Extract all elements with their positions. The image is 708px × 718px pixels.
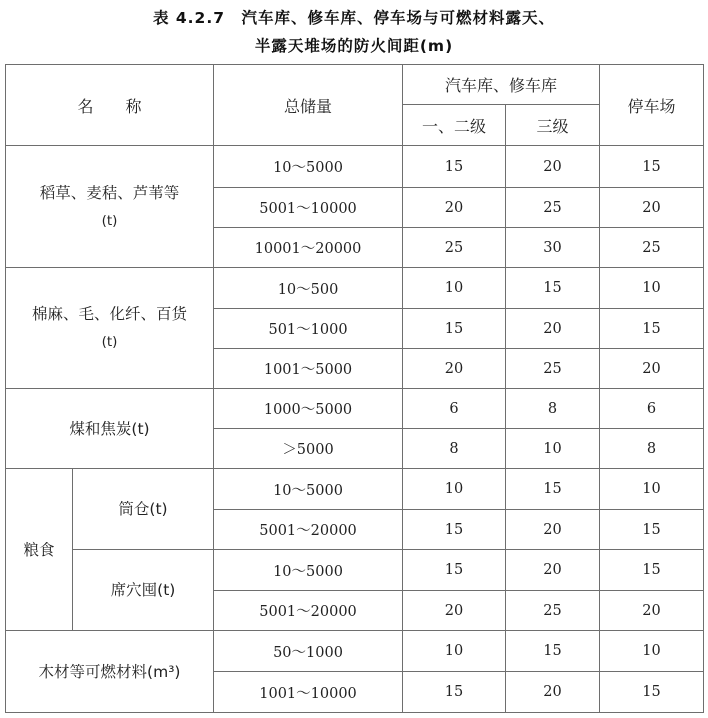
cell-parking: 15 [600, 309, 704, 349]
cell-grade-3: 25 [506, 349, 600, 389]
cell-storage: 5001～20000 [214, 510, 403, 550]
header-total-storage: 总储量 [214, 65, 403, 146]
cell-storage: 50～1000 [214, 631, 403, 672]
cell-storage: 501～1000 [214, 309, 403, 349]
cell-grade-1-2: 6 [403, 389, 506, 429]
subgroup-name-mat-bin: 席穴囤(t) [73, 550, 214, 631]
header-parking-lot: 停车场 [600, 65, 704, 146]
cell-grade-1-2: 15 [403, 672, 506, 713]
cell-parking: 20 [600, 188, 704, 228]
group-name-label: 棉麻、毛、化纤、百货 [32, 305, 188, 323]
fire-distance-table [5, 64, 704, 713]
table-title-line-2: 半露天堆场的防火间距(m) [254, 37, 454, 55]
group-unit-label: (t) [101, 334, 118, 350]
cell-grade-3: 20 [506, 146, 600, 188]
cell-parking: 10 [600, 268, 704, 309]
table-title-line-1: 表 4.2.7 汽车库、修车库、停车场与可燃材料露天、 [152, 9, 556, 27]
cell-grade-3: 15 [506, 631, 600, 672]
cell-grade-1-2: 25 [403, 228, 506, 268]
cell-grade-1-2: 15 [403, 309, 506, 349]
header-grade-1-2: 一、二级 [403, 105, 506, 146]
header-garage-repair: 汽车库、修车库 [403, 65, 600, 105]
group-name-straw [6, 146, 214, 268]
cell-grade-3: 25 [506, 591, 600, 631]
cell-storage: 10～500 [214, 268, 403, 309]
cell-storage: 1000～5000 [214, 389, 403, 429]
group-name-wood: 木材等可燃材料(m³) [6, 631, 214, 713]
cell-grade-1-2: 10 [403, 268, 506, 309]
cell-grade-3: 30 [506, 228, 600, 268]
cell-grade-1-2: 20 [403, 349, 506, 389]
cell-storage: 5001～10000 [214, 188, 403, 228]
cell-grade-3: 20 [506, 510, 600, 550]
cell-storage: 10～5000 [214, 550, 403, 591]
cell-grade-3: 8 [506, 389, 600, 429]
cell-parking: 15 [600, 550, 704, 591]
cell-storage: 10～5000 [214, 469, 403, 510]
cell-grade-3: 10 [506, 429, 600, 469]
cell-grade-3: 15 [506, 268, 600, 309]
cell-grade-3: 20 [506, 309, 600, 349]
cell-parking: 10 [600, 631, 704, 672]
cell-grade-1-2: 8 [403, 429, 506, 469]
cell-grade-1-2: 15 [403, 550, 506, 591]
cell-grade-1-2: 15 [403, 510, 506, 550]
cell-grade-1-2: 20 [403, 591, 506, 631]
cell-storage: 10～5000 [214, 146, 403, 188]
group-unit-label: (t) [101, 212, 118, 229]
cell-storage: 1001～5000 [214, 349, 403, 389]
cell-grade-1-2: 10 [403, 469, 506, 510]
cell-grade-3: 15 [506, 469, 600, 510]
cell-grade-3: 20 [506, 672, 600, 713]
cell-storage: 10001～20000 [214, 228, 403, 268]
cell-storage: ＞5000 [214, 429, 403, 469]
group-name-cotton [6, 268, 214, 389]
cell-parking: 20 [600, 349, 704, 389]
cell-parking: 25 [600, 228, 704, 268]
cell-parking: 10 [600, 469, 704, 510]
cell-grade-3: 20 [506, 550, 600, 591]
header-grade-3: 三级 [506, 105, 600, 146]
group-name-coal: 煤和焦炭(t) [6, 389, 214, 469]
cell-parking: 8 [600, 429, 704, 469]
cell-storage: 5001～20000 [214, 591, 403, 631]
cell-grade-1-2: 15 [403, 146, 506, 188]
cell-parking: 15 [600, 672, 704, 713]
cell-grade-1-2: 20 [403, 188, 506, 228]
cell-parking: 15 [600, 146, 704, 188]
header-name: 名 称 [6, 65, 214, 146]
cell-storage: 1001～10000 [214, 672, 403, 713]
cell-parking: 6 [600, 389, 704, 429]
group-name-grain: 粮食 [6, 469, 73, 631]
subgroup-name-silo: 筒仓(t) [73, 469, 214, 550]
group-name-label: 稻草、麦秸、芦苇等 [39, 183, 180, 202]
cell-parking: 15 [600, 510, 704, 550]
cell-grade-3: 25 [506, 188, 600, 228]
cell-grade-1-2: 10 [403, 631, 506, 672]
cell-parking: 20 [600, 591, 704, 631]
